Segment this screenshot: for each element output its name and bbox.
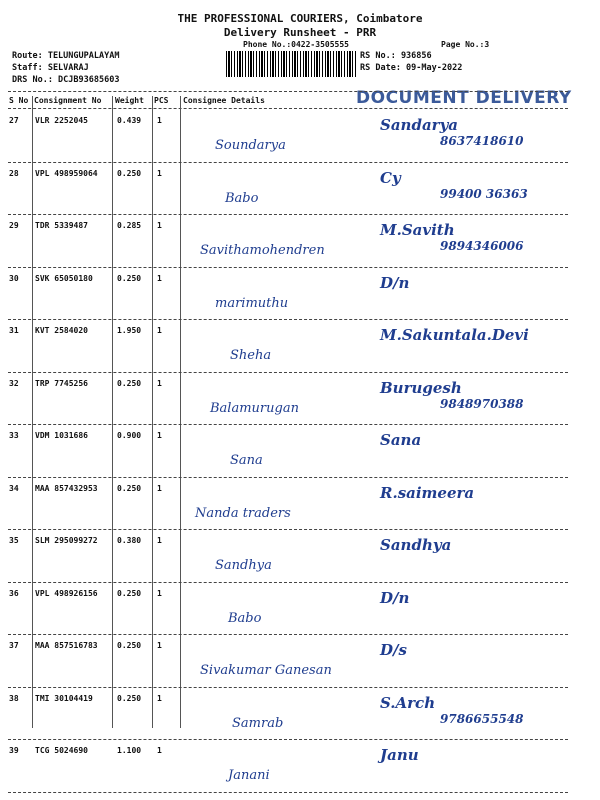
col-pcs: PCS	[154, 96, 169, 105]
staff: Staff: SELVARAJ	[12, 63, 89, 73]
weight: 0.250	[117, 378, 142, 388]
table-row	[0, 688, 600, 741]
drs-number: DRS No.: DCJB93685603	[12, 75, 120, 85]
pieces: 1	[157, 326, 162, 335]
serial-number: 33	[9, 431, 19, 440]
receiver-signature: R.saimeera	[380, 483, 475, 502]
table-row	[0, 530, 600, 583]
serial-number: 38	[9, 693, 19, 703]
col-consignee: Consignee Details	[183, 96, 265, 105]
receiver-signature: D/s	[380, 641, 407, 659]
consignment-number: MAA 857432953	[35, 483, 98, 493]
consignee-name: Sivakumar Ganesan	[200, 663, 332, 678]
document-delivery-stamp: DOCUMENT DELIVERY	[356, 88, 572, 108]
weight: 0.380	[117, 536, 142, 545]
consignee-name: Sheha	[230, 348, 272, 363]
route: Route: TELUNGUPALAYAM	[12, 51, 120, 61]
receiver-phone: 99400 36363	[440, 186, 528, 201]
pieces: 1	[157, 746, 162, 755]
table-row	[0, 478, 600, 531]
table-row	[0, 268, 600, 321]
receiver-signature: Cy	[380, 168, 401, 187]
weight: 0.285	[117, 221, 142, 230]
consignee-name: Samrab	[232, 715, 284, 731]
pieces: 1	[157, 536, 162, 545]
consignment-number: TMI 30104419	[35, 693, 93, 703]
pieces: 1	[157, 641, 162, 650]
receiver-signature: Burugesh	[380, 378, 462, 397]
receiver-signature: Janu	[380, 746, 419, 764]
receiver-phone: 9848970388	[440, 396, 524, 411]
pieces: 1	[157, 431, 162, 440]
table-row	[0, 163, 600, 216]
serial-number: 31	[9, 326, 19, 335]
pieces: 1	[157, 221, 162, 230]
pieces: 1	[157, 378, 162, 388]
page-number: Page No.:3	[441, 40, 490, 49]
header-bottom-divider	[8, 108, 568, 109]
consignment-number: VPL 498959064	[35, 168, 98, 178]
weight: 0.250	[117, 588, 142, 598]
consignee-name: Savithamohendren	[200, 243, 325, 258]
consignment-number: SLM 295099272	[35, 536, 98, 545]
consignment-number: TRP 7745256	[35, 378, 88, 388]
runsheet-title: Delivery Runsheet - PRR	[223, 26, 377, 39]
table-row	[0, 215, 600, 268]
consignment-number: SVK 65050180	[35, 273, 93, 283]
consignee-name: marimuthu	[215, 295, 289, 311]
receiver-signature: S.Arch	[380, 693, 436, 712]
consignment-number: TCG 5024690	[35, 746, 88, 755]
consignee-name: Babo	[225, 190, 259, 206]
consignment-number: VLR 2252045	[35, 116, 88, 125]
receiver-signature: Sandarya	[380, 116, 459, 134]
receiver-phone: 9894346006	[440, 239, 524, 253]
consignee-name: Balamurugan	[210, 400, 299, 416]
weight: 0.439	[117, 116, 142, 125]
row-divider	[8, 792, 568, 793]
consignee-name: Janani	[228, 768, 270, 783]
pieces: 1	[157, 116, 162, 125]
header-top-divider	[8, 91, 568, 92]
table-row	[0, 740, 600, 793]
pieces: 1	[157, 483, 162, 493]
receiver-phone: 8637418610	[440, 134, 524, 148]
col-weight: Weight	[115, 96, 144, 105]
pieces: 1	[157, 273, 162, 283]
col-consignment: Consignment No	[34, 96, 102, 105]
weight: 1.100	[117, 746, 142, 755]
serial-number: 29	[9, 221, 19, 230]
weight: 0.900	[117, 431, 142, 440]
receiver-signature: Sana	[380, 431, 422, 449]
serial-number: 32	[9, 378, 19, 388]
consignment-number: MAA 857516783	[35, 641, 98, 650]
barcode	[226, 51, 356, 77]
receiver-signature: Sandhya	[380, 536, 452, 554]
receiver-phone: 9786655548	[440, 711, 524, 726]
table-row	[0, 635, 600, 688]
consignment-number: VPL 498926156	[35, 588, 98, 598]
consignment-number: VDM 1031686	[35, 431, 88, 440]
consignee-name: Soundarya	[215, 138, 286, 153]
consignment-number: KVT 2584020	[35, 326, 88, 335]
consignee-name: Sandhya	[215, 558, 272, 573]
serial-number: 37	[9, 641, 19, 650]
pieces: 1	[157, 588, 162, 598]
serial-number: 36	[9, 588, 19, 598]
phone-number: Phone No.:0422-3505555	[243, 40, 349, 49]
consignment-number: TDR 5339487	[35, 221, 88, 230]
company-title: THE PROFESSIONAL COURIERS, Coimbatore	[177, 12, 423, 25]
weight: 0.250	[117, 273, 142, 283]
weight: 0.250	[117, 168, 142, 178]
table-row	[0, 320, 600, 373]
receiver-signature: M.Sakuntala.Devi	[380, 326, 529, 344]
weight: 0.250	[117, 483, 142, 493]
pieces: 1	[157, 693, 162, 703]
serial-number: 27	[9, 116, 19, 125]
rs-number: RS No.: 936856	[360, 51, 432, 61]
serial-number: 35	[9, 536, 19, 545]
receiver-signature: M.Savith	[380, 221, 455, 239]
receiver-signature: D/n	[380, 588, 410, 607]
serial-number: 34	[9, 483, 19, 493]
col-sno: S No	[9, 96, 29, 105]
table-row	[0, 110, 600, 163]
consignee-name: Sana	[230, 453, 263, 468]
table-row	[0, 425, 600, 478]
consignee-name: Babo	[228, 610, 262, 626]
table-row	[0, 373, 600, 426]
weight: 1.950	[117, 326, 142, 335]
serial-number: 30	[9, 273, 19, 283]
serial-number: 39	[9, 746, 19, 755]
receiver-signature: D/n	[380, 273, 410, 292]
rs-date: RS Date: 09-May-2022	[360, 63, 463, 73]
serial-number: 28	[9, 168, 19, 178]
table-row	[0, 583, 600, 636]
weight: 0.250	[117, 641, 142, 650]
consignee-name: Nanda traders	[195, 505, 291, 521]
weight: 0.250	[117, 693, 142, 703]
pieces: 1	[157, 168, 162, 178]
